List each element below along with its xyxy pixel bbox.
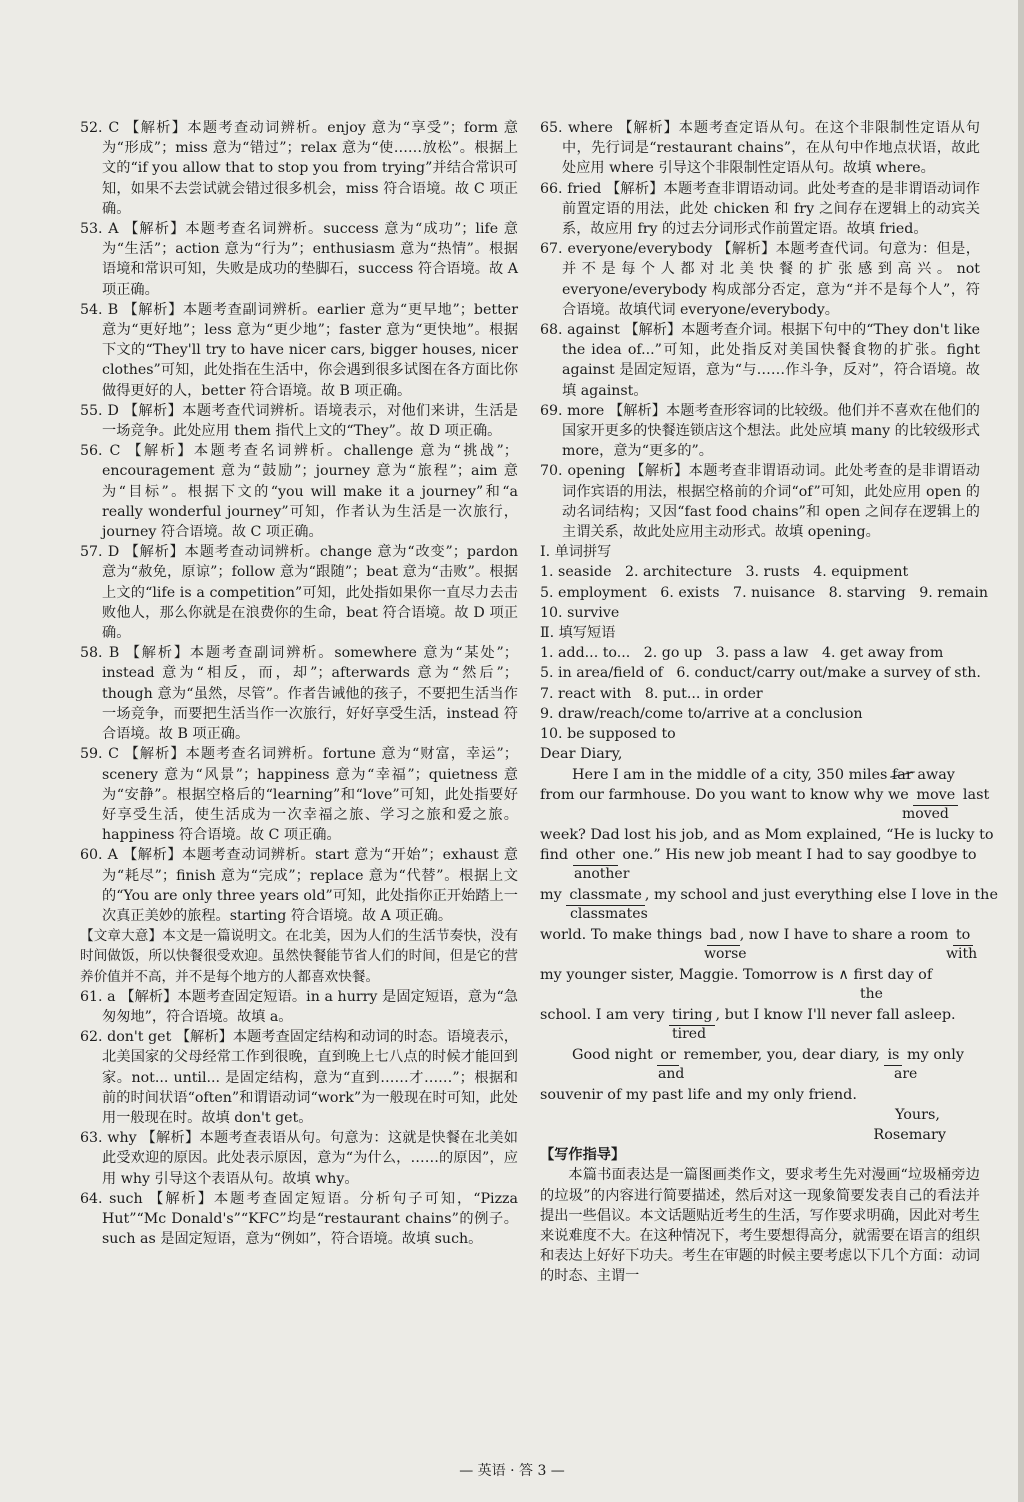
error-word: other: [573, 845, 618, 866]
correction-word: worse: [704, 945, 747, 962]
letter-text: remember, you, dear diary,: [678, 1046, 885, 1063]
letter-text: first day of: [848, 966, 933, 983]
letter-text: , now I have to share a room: [739, 926, 953, 943]
error-word: move: [913, 785, 958, 806]
phrase-section-title: Ⅱ. 填写短语: [540, 625, 616, 642]
error-word: classmate: [566, 885, 645, 906]
letter-text: one.” His new job meant I had to say goodbye to: [617, 846, 977, 863]
writing-guide-text: 本篇书面表达是一篇图画类作文，要求考生先对漫画“垃圾桶旁边的垃圾”的内容进行简要描述，然后对这一现象简要发表自己的看法并提出一些倡议。本文话题贴近考生的生活，写作要求明确，因此对考生来说难度不大。在这种情况下，考生要想得高分，就需要在语言的组织和表达上好好下功夫。考生在审题的时候主要考虑以下几个方面：动词的时态、主谓一: [540, 1167, 980, 1285]
answer-55: 55. D 【解析】本题考查代词辨析。语境表示，对他们来讲，生活是一场竞争。此处应用 them 指代上文的“They”。故 D 项正确。: [80, 402, 518, 440]
letter-text: my younger sister, Maggie. Tomorrow is: [540, 966, 839, 983]
phrase-line: 7. react with 8. put... in order: [540, 685, 763, 702]
answer-56: 56. C 【解析】本题考查名词辨析。challenge 意为“挑战”；encouragement 意为“鼓励”；journey 意为“旅程”；aim 意为“目标”。根据下文的“you will make it a journey”和“a really wonderful journey”可知，作者认为生活是一次旅行，journey 符合语境。故 C 项正确。: [80, 443, 518, 541]
deleted-word: far: [892, 765, 913, 785]
spelling-line: 5. employment 6. exists 7. nuisance 8. starving 9. remain: [540, 584, 989, 601]
phrase-line: 10. be supposed to: [540, 726, 676, 743]
letter-text: , but I know I'll never fall asleep.: [715, 1006, 956, 1023]
letter-signature: Rosemary: [873, 1126, 946, 1143]
error-word: to: [953, 925, 973, 946]
letter-text: find: [540, 846, 573, 863]
correction-word: tired: [672, 1025, 707, 1042]
correction-word: classmates: [570, 905, 648, 922]
left-column: [80, 118, 518, 1249]
letter-text: from our farmhouse. Do you want to know why we: [540, 786, 914, 803]
correction-word: moved: [902, 805, 949, 822]
letter-line-8: [540, 1005, 980, 1045]
letter-line-1: [540, 765, 980, 785]
error-word: tiring: [669, 1005, 715, 1026]
answer-64: 64. such 【解析】本题考查固定短语。分析句子可知，“Pizza Hut”“Mc Donald's”“KFC”均是“restaurant chains”的例子。such as 是固定短语，意为“例如”，符合语境。故填 such。: [80, 1190, 518, 1248]
passage-summary: 【文章大意】本文是一篇说明文。在北美，因为人们的生活节奏快，没有时间做饭，所以快餐很受欢迎。虽然快餐能节省人们的时间，但是它的营养价值并不高，并不是每个地方的人都喜欢快餐。: [80, 928, 518, 985]
phrase-line: 1. add... to... 2. go up 3. pass a law 4. get away from: [540, 645, 944, 662]
letter-text: , my school and just everything else I love in the: [644, 886, 998, 903]
error-word: or: [657, 1045, 679, 1066]
letter-line-5: [540, 885, 998, 925]
answer-53: 53. A 【解析】本题考查名词辨析。success 意为“成功”；life 意为“生活”；action 意为“行为”；enthusiasm 意为“热情”。根据语境和常识可知，失败是成功的垫脚石，success 符合语境。故 A 项正确。: [80, 221, 518, 298]
letter-line-6: [540, 925, 980, 965]
letter-line-2: [540, 785, 990, 825]
letter-line-10: souvenir of my past life and my only friend.: [540, 1086, 857, 1103]
answer-70: 70. opening 【解析】本题考查非谓语动词。此处考查的是非谓语动词作宾语的用法，根据空格前的介词“of”可知，此处应用 open 的动名词结构；又因“fast food chains”和 open 之间存在逻辑上的主谓关系，故此处应用主动形式。故填 opening。: [540, 463, 980, 541]
answer-69: 69. more 【解析】本题考查形容词的比较级。他们并不喜欢在他们的国家开更多的快餐连锁店这个想法。此处应填 many 的比较级形式 more，意为“更多的”。: [540, 402, 980, 460]
answer-57: 57. D 【解析】本题考查动词辨析。change 意为“改变”；pardon 意为“赦免，原谅”；follow 意为“跟随”；beat 意为“击败”。根据上文的“life is a competition”可知，此处指如果你一直尽力去击败他人，那么你就是在浪费你的生命，beat 符合语境。故 D 项正确。: [80, 544, 518, 642]
letter-text: week? Dad lost his job, and as Mom explained, “He is lucky to: [540, 826, 994, 843]
correction-word: with: [946, 945, 978, 962]
answer-60: 60. A 【解析】本题考查动词辨析。start 意为“开始”；exhaust 意为“耗尽”；finish 意为“完成”；replace 意为“代替”。根据上文的“You are only three years old”可知，此处指你正开始踏上一次真正美妙的旅程。starting 符合语境。故 A 项正确。: [80, 847, 518, 924]
answer-59: 59. C 【解析】本题考查名词辨析。fortune 意为“财富，幸运”；scenery 意为“风景”；happiness 意为“幸福”；quietness 意为“安静”。根据空格后的“learning”和“love”可知，此处指要好好享受生活，使生活成为一次幸福之旅、学习之旅和爱之旅。happiness 符合语境。故 C 项正确。: [80, 746, 518, 844]
letter-text: world. To make things: [540, 926, 707, 943]
page-edge-shadow: [1018, 0, 1024, 1502]
letter-text: my only: [902, 1046, 965, 1063]
letter-greeting: Dear Diary,: [540, 746, 623, 763]
answer-68: 68. against 【解析】本题考查介词。根据下句中的“They don't like the idea of...”可知，此处指反对美国快餐食物的扩张。fight against 是固定短语，意为“与……作斗争，反对”，符合语境。故填 against。: [540, 322, 980, 399]
answer-61: 61. a 【解析】本题考查固定短语。in a hurry 是固定短语，意为“急匆匆地”，符合语境。故填 a。: [80, 988, 518, 1025]
letter-line-9: [540, 1045, 980, 1085]
letter-line-3: [540, 825, 994, 845]
letter-line-7: [540, 965, 980, 1005]
answer-58: 58. B 【解析】本题考查副词辨析。somewhere 意为“某处”；instead 意为“相反，而，却”；afterwards 意为“然后”；though 意为“虽然，尽管”。作者告诫他的孩子，不要把生活当作一场竞争，而要把生活当作一次旅行，好好享受生活，instead 符合语境。故 B 项正确。: [80, 645, 518, 743]
writing-guide-title: 【写作指导】: [540, 1147, 626, 1164]
letter-text: Good night: [572, 1046, 658, 1063]
letter-text: away: [912, 766, 955, 783]
answer-52: 52. C 【解析】本题考查动词辨析。enjoy 意为“享受”；form 意为“形成”；miss 意为“错过”；relax 意为“使……放松”。根据上文的“if you allow that to stop you from trying”并结合常识可知，如果不去尝试就会错过很多机会，miss 符合语境。故 C 项正确。: [80, 120, 518, 217]
spelling-section-title: Ⅰ. 单词拼写: [540, 544, 612, 561]
correction-word: the: [860, 985, 883, 1002]
phrase-line: 5. in area/field of 6. conduct/carry out/make a survey of sth.: [540, 665, 981, 682]
answer-54: 54. B 【解析】本题考查副词辨析。earlier 意为“更早地”；better 意为“更好地”；less 意为“更少地”；faster 意为“更快地”。根据下文的“They'll try to have nicer cars, bigger houses, nicer clothes”可知，此处指在生活中，你会遇到很多试图在各方面比你做得更好的人，better 符合语境。故 B 项正确。: [80, 301, 518, 399]
insert-caret: ∧: [838, 966, 849, 983]
letter-text: school. I am very: [540, 1006, 670, 1023]
corrected-letter: [540, 744, 998, 1145]
spelling-line: 1. seaside 2. architecture 3. rusts 4. equipment: [540, 564, 909, 581]
correction-word: another: [574, 865, 630, 882]
letter-closing: Yours,: [894, 1106, 940, 1123]
letter-text: Here I am in the middle of a city, 350 miles: [572, 766, 892, 783]
letter-line-4: [540, 845, 980, 885]
page-footer: — 英语 · 答 3 —: [459, 1463, 565, 1479]
error-word: bad: [707, 925, 740, 946]
phrase-line: 9. draw/reach/come to/arrive at a conclusion: [540, 705, 863, 722]
answer-67: 67. everyone/everybody 【解析】本题考查代词。句意为：但是，并不是每个人都对北美快餐的扩张感到高兴。not everyone/everybody 构成部分否定，意为“并不是每个人”，符合语境。故填代词 everyone/everybody。: [540, 241, 980, 318]
answer-62: 62. don't get 【解析】本题考查固定结构和动词的时态。语境表示，北美国家的父母经常工作到很晚，直到晚上七八点的时候才能回到家。not... until... 是固定结构，意为“直到……才……”；根据和前的时间状语“often”和谓语动词“work”为一般现在时可知，此处用一般现在时。故填 don't get。: [80, 1029, 518, 1126]
right-column: [540, 118, 998, 1287]
error-word: is: [884, 1045, 902, 1066]
correction-word: are: [894, 1065, 918, 1082]
letter-text: my: [540, 886, 567, 903]
answer-63: 63. why 【解析】本题考查表语从句。句意为：这就是快餐在北美如此受欢迎的原因。此处表示原因，意为“为什么，……的原因”，应用 why 引导这个表语从句。故填 why。: [80, 1130, 518, 1187]
answer-65: 65. where 【解析】本题考查定语从句。在这个非限制性定语从句中，先行词是“restaurant chains”，在从句中作地点状语，故此处应用 where 引导这个非限制性定语从句。故填 where。: [540, 120, 980, 177]
correction-word: and: [658, 1065, 685, 1082]
answer-66: 66. fried 【解析】本题考查非谓语动词。此处考查的是非谓语动词作前置定语的用法，此处 chicken 和 fry 之间存在逻辑上的动宾关系，故应用 fry 的过去分词形式作前置定语。故填 fried。: [540, 180, 980, 238]
spelling-line: 10. survive: [540, 604, 620, 621]
letter-text: last: [958, 786, 990, 803]
